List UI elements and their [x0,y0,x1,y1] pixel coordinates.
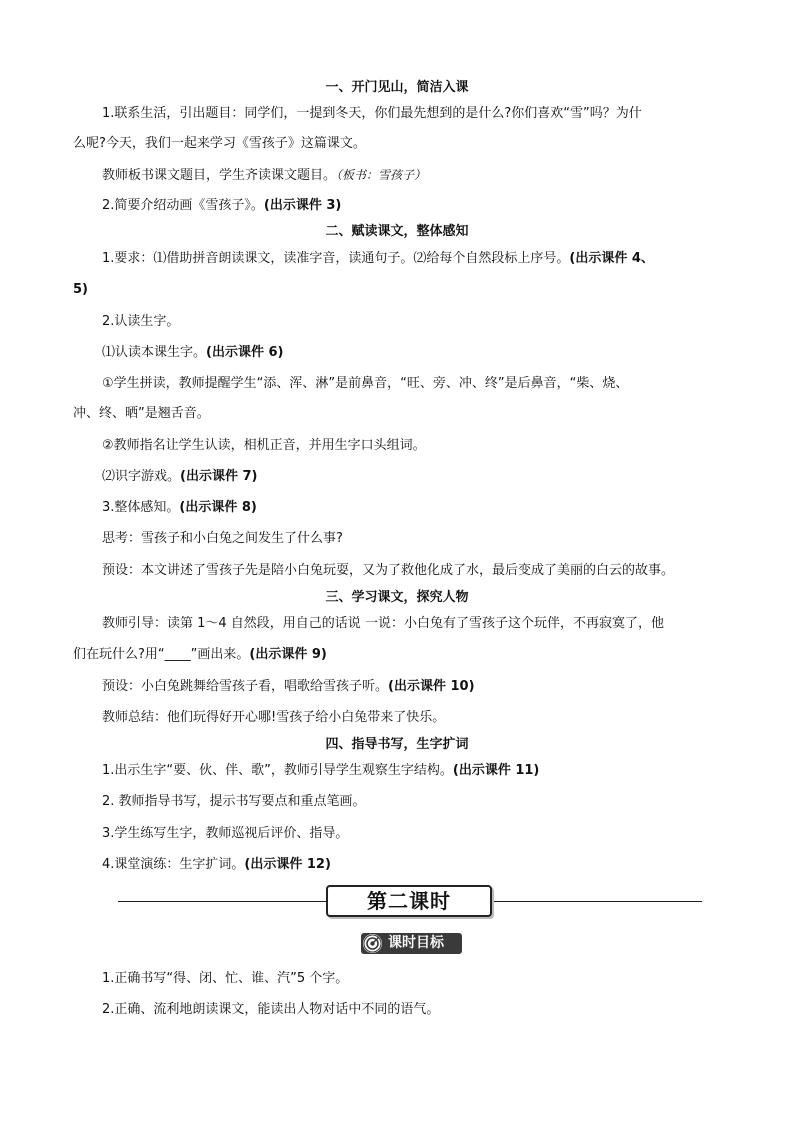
courseware-ref: (出示课件 11) [452,763,540,778]
paragraph: ②教师指名让学生认读，相机正音，并用生字口头组词。 [102,438,426,453]
paragraph: 教师总结：他们玩得好开心哪!雪孩子给小白兔带来了快乐。 [102,710,446,725]
courseware-ref: (出示课件 6) [206,345,284,360]
paragraph-text: 教师板书课文题目，学生齐读课文题目。 [102,168,337,183]
paragraph-text: 1.出示生字“要、伙、伴、歌”，教师引导学生观察生字结构。 [102,763,453,778]
courseware-ref: (出示课件 7) [180,469,258,484]
paragraph-text: 预设：小白兔跳舞给雪孩子看，唱歌给雪孩子听。 [102,679,389,694]
paragraph: 预设：本文讲述了雪孩子先是陪小白兔玩耍，又为了救他化成了水，最后变成了美丽的白云的故事。 [102,563,675,578]
courseware-ref: (出示课件 4、 [569,251,654,266]
paragraph: 思考：雪孩子和小白兔之间发生了什么事? [102,531,343,546]
paragraph [0,344,794,362]
paragraph [0,197,794,215]
paragraph-text: ⑴认读本课生字。 [102,345,207,360]
paragraph [0,166,794,185]
paragraph-text: 4.课堂演练：生字扩词。 [102,857,245,872]
paragraph [0,250,794,268]
section-heading-4: 四、指导书写，生字扩词 [325,737,469,752]
paragraph [0,468,794,486]
paragraph-text: 3.整体感知。 [102,500,180,515]
paragraph [0,678,794,696]
paragraph: 冲、终、晒”是翘舌音。 [73,406,210,421]
section-heading-2: 二、赋读课文，整体感知 [325,224,469,239]
courseware-ref: (出示课件 8) [179,500,257,515]
paragraph: ①学生拼读，教师提醒学生“添、浑、淋”是前鼻音，“旺、旁、冲、终”是后鼻音，“柴、烧、 [102,376,629,391]
courseware-ref: (出示课件 3) [263,198,342,213]
section-heading-3: 三、学习课文，探究人物 [325,590,469,605]
paragraph [0,281,794,299]
section-heading-1: 一、开门见山，简洁入课 [325,80,469,95]
paragraph [0,499,794,517]
paragraph-text: ⑵识字游戏。 [102,469,181,484]
blackboard-note: （板书：雪孩子） [336,168,427,182]
paragraph: 3.学生练写生字，教师巡视后评价、指导。 [102,826,349,841]
paragraph-text: 1.要求：⑴借助拼音朗读课文，读准字音，读通句子。⑵给每个自然段标上序号。 [102,251,570,266]
lesson-goal: 1.正确书写“得、闭、忙、谁、汽”5 个字。 [102,971,349,986]
target-icon [363,934,382,953]
paragraph: 教师引导：读第 1～4 自然段，用自己的话说 一说：小白兔有了雪孩子这个玩伴，不再寂寞了，他 [102,616,664,631]
paragraph-text: 们在玩什么?用“____”画出来。 [73,647,250,662]
lesson-title-box: 第二课时 [326,885,492,917]
paragraph [0,856,794,874]
paragraph: 2. 教师指导书写，提示书写要点和重点笔画。 [102,794,366,809]
paragraph-text: 2.简要介绍动画《雪孩子》。 [102,198,264,213]
courseware-ref: (出示课件 12) [244,857,331,872]
divider-right [492,901,702,902]
paragraph: 1.联系生活，引出题目：同学们，一提到冬天，你们最先想到的是什么?你们喜欢“雪”吗？为什 [102,106,642,121]
paragraph [0,762,794,780]
divider-left [118,901,326,902]
paragraph [0,646,794,664]
courseware-ref: (出示课件 9) [249,647,327,662]
badge-label: 课时目标 [388,935,444,951]
lesson-goal: 2.正确、流利地朗读课文，能读出人物对话中不同的语气。 [102,1002,440,1017]
courseware-ref: 5) [73,282,88,297]
courseware-ref: (出示课件 10) [388,679,475,694]
paragraph: 2.认读生字。 [102,314,180,329]
paragraph: 么呢?今天，我们一起来学习《雪孩子》这篇课文。 [73,136,366,151]
